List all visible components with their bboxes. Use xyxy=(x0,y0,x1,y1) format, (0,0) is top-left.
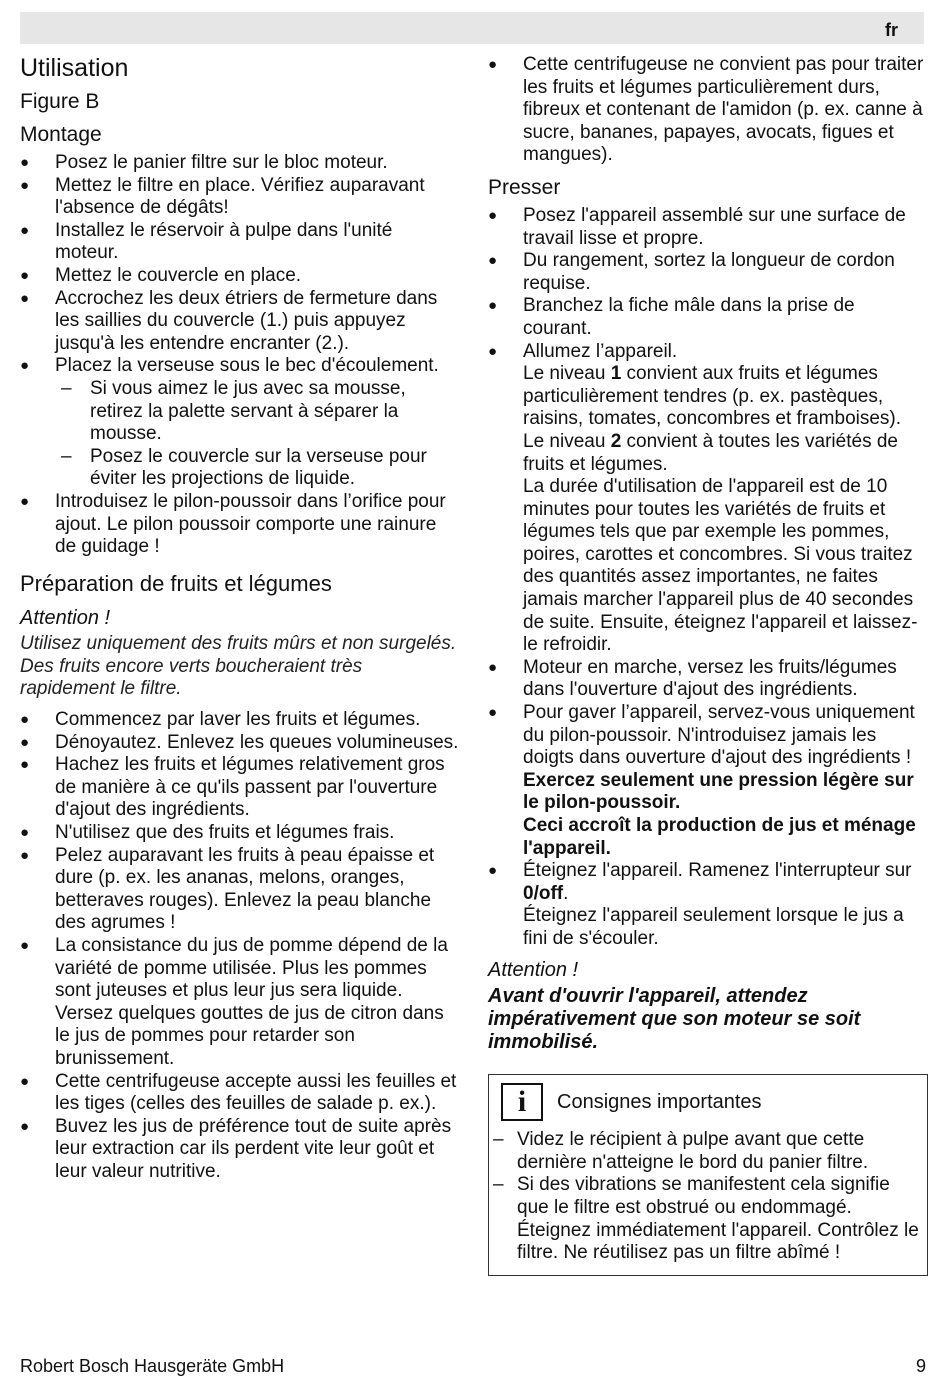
preparation-list-continued xyxy=(488,54,928,167)
gaver-bold-2: Ceci accroît la production de jus et ménage l'appareil. xyxy=(523,815,916,859)
list-item xyxy=(488,860,928,950)
list-item: ● Introduisez le pilon-poussoir dans l’orifice pour ajout. Le pilon poussoir comporte une rainure de guidage ! xyxy=(20,491,460,559)
niveau-2-prefix: Le niveau xyxy=(523,430,611,452)
presser-list xyxy=(488,205,928,951)
list-item: ● Branchez la fiche mâle dans la prise de courant. xyxy=(488,295,928,340)
info-box xyxy=(488,1074,928,1276)
right-column xyxy=(488,50,928,1276)
header-bar xyxy=(20,12,924,44)
montage-list xyxy=(20,152,460,559)
allumez-text: ● Allumez l’appareil. xyxy=(523,340,678,362)
info-header xyxy=(501,1083,919,1121)
duree-text: La durée d'utilisation de l'appareil est de 10 minutes pour toutes les variétés de fruits et légumes tels que par exemple les pommes, poires, carottes et concombres. Si vous traitez des quantités assez importantes, ne faites jamais marcher l'appareil plus de 40 secondes de suite. Ensuite, éteignez l'appareil et laissez-le refroidir. xyxy=(523,476,918,656)
info-title: Consignes importantes xyxy=(557,1090,762,1113)
list-item: ● Cette centrifugeuse accepte aussi les feuilles et les tiges (celles des feuilles de salade p. ex.). xyxy=(20,1071,460,1116)
list-item xyxy=(20,355,460,491)
attention-text: Utilisez uniquement des fruits mûrs et non surgelés. Des fruits encore verts boucheraient très rapidement le filtre. xyxy=(20,633,457,700)
attention-label-2: Attention ! xyxy=(488,958,579,981)
list-item: ● Dénoyautez. Enlevez les queues volumineuses. xyxy=(20,732,460,755)
sublist-item: – Si vous aimez le jus avec sa mousse, retirez la palette servant à séparer la mousse. xyxy=(55,378,460,446)
niveau-1-text xyxy=(523,363,928,431)
list-item: ● Cette centrifugeuse ne convient pas pour traiter les fruits et légumes particulièrement durs, fibreux et contenant de l'amidon (p. ex. canne à sucre, bananes, papayes, avocats, figues et mangues). xyxy=(488,54,928,167)
list-item: ● Commencez par laver les fruits et légumes. xyxy=(20,709,460,732)
niveau-2-text xyxy=(523,431,928,476)
gaver-text: ● Pour gaver l’appareil, servez-vous uniquement du pilon-poussoir. N'introduisez jamais les doigts dans ouverture d'ajout des ingrédients ! xyxy=(523,702,915,769)
eteignez-suffix: . xyxy=(563,882,569,904)
niveau-1-prefix: Le niveau xyxy=(523,363,611,385)
info-icon: i xyxy=(501,1083,543,1121)
niveau-1-description: convient aux fruits et légumes particulièrement tendres (p. ex. pastèques, raisins, tomates, concombres et framboises). xyxy=(523,363,902,430)
list-item: ● Buvez les jus de préférence tout de suite après leur extraction car ils perdent vite leur goût et leur valeur nutritive. xyxy=(20,1116,460,1184)
list-item: ● Accrochez les deux étriers de fermeture dans les saillies du couvercle (1.) puis appuyez jusqu'à les entendre encranter (2.). xyxy=(20,288,460,356)
list-item: ● Pelez auparavant les fruits à peau épaisse et dure (p. ex. les ananas, melons, oranges, betteraves rouges). Enlevez la peau blanche des agrumes ! xyxy=(20,845,460,935)
list-item: ● Du rangement, sortez la longueur de cordon requise. xyxy=(488,250,928,295)
presser-heading: Presser xyxy=(488,175,561,199)
attention-label: Attention ! xyxy=(20,606,111,629)
list-item: ● Moteur en marche, versez les fruits/légumes dans l'ouverture d'ajout des ingrédients. xyxy=(488,657,928,702)
list-item: ● Installez le réservoir à pulpe dans l'unité moteur. xyxy=(20,220,460,265)
language-label: fr xyxy=(885,20,898,40)
preparation-heading: Préparation de fruits et légumes xyxy=(20,570,332,596)
off-position: 0/off xyxy=(523,882,564,904)
info-item: – Videz le récipient à pulpe avant que cette dernière n'atteigne le bord du panier filtre. xyxy=(489,1129,919,1174)
gaver-bold-1: Exercez seulement une pression légère sur le pilon-poussoir. xyxy=(523,769,914,814)
info-item: – Si des vibrations se manifestent cela signifie que le filtre est obstrué ou endommagé. Éteignez immédiatement l'appareil. Contrôlez le filtre. Ne réutilisez pas un filtre abîmé ! xyxy=(489,1174,919,1264)
montage-sublist xyxy=(55,378,460,491)
left-column xyxy=(20,50,460,1184)
list-item xyxy=(488,341,928,657)
attention-warning: Avant d'ouvrir l'appareil, attendez impérativement que son moteur se soit immobilisé. xyxy=(488,985,861,1054)
page-number: 9 xyxy=(915,1356,926,1376)
list-item xyxy=(488,702,928,860)
list-item: ● La consistance du jus de pomme dépend de la variété de pomme utilisée. Plus les pommes sont juteuses et plus leur jus sera liquide. Versez quelques gouttes de jus de citron dans le jus de pommes pour retarder son brunissement. xyxy=(20,935,460,1071)
eteignez-2-text: Éteignez l'appareil seulement lorsque le jus a fini de s'écouler. xyxy=(523,905,904,949)
list-item: ● N'utilisez que des fruits et légumes frais. xyxy=(20,822,460,845)
eteignez-prefix: Éteignez l'appareil. Ramenez l'interrupteur sur xyxy=(523,860,912,882)
niveau-1-number: 1 xyxy=(610,363,622,385)
niveau-2-description: convient à toutes les variétés de fruits et légumes. xyxy=(523,430,898,475)
eteignez-text xyxy=(523,860,928,905)
list-item: ● Mettez le filtre en place. Vérifiez auparavant l'absence de dégâts! xyxy=(20,175,460,220)
list-item: ● Mettez le couvercle en place. xyxy=(20,265,460,288)
sublist-item: – Posez le couvercle sur la verseuse pour éviter les projections de liquide. xyxy=(55,446,460,491)
list-item: ● Posez le panier filtre sur le bloc moteur. xyxy=(20,152,460,175)
list-item: ● Posez l'appareil assemblé sur une surface de travail lisse et propre. xyxy=(488,205,928,250)
footer-company: Robert Bosch Hausgeräte GmbH xyxy=(20,1356,285,1376)
niveau-2-number: 2 xyxy=(610,430,622,452)
list-item: ● Hachez les fruits et légumes relativement gros de manière à ce qu'ils passent par l'ouverture d'ajout des ingrédients. xyxy=(20,754,460,822)
figure-reference: Figure B xyxy=(20,90,100,113)
list-item-text: Placez la verseuse sous le bec d'écoulement. xyxy=(55,355,439,377)
preparation-list xyxy=(20,709,460,1183)
montage-heading: Montage xyxy=(20,123,102,146)
section-title: Utilisation xyxy=(20,54,129,82)
info-list xyxy=(489,1129,919,1265)
